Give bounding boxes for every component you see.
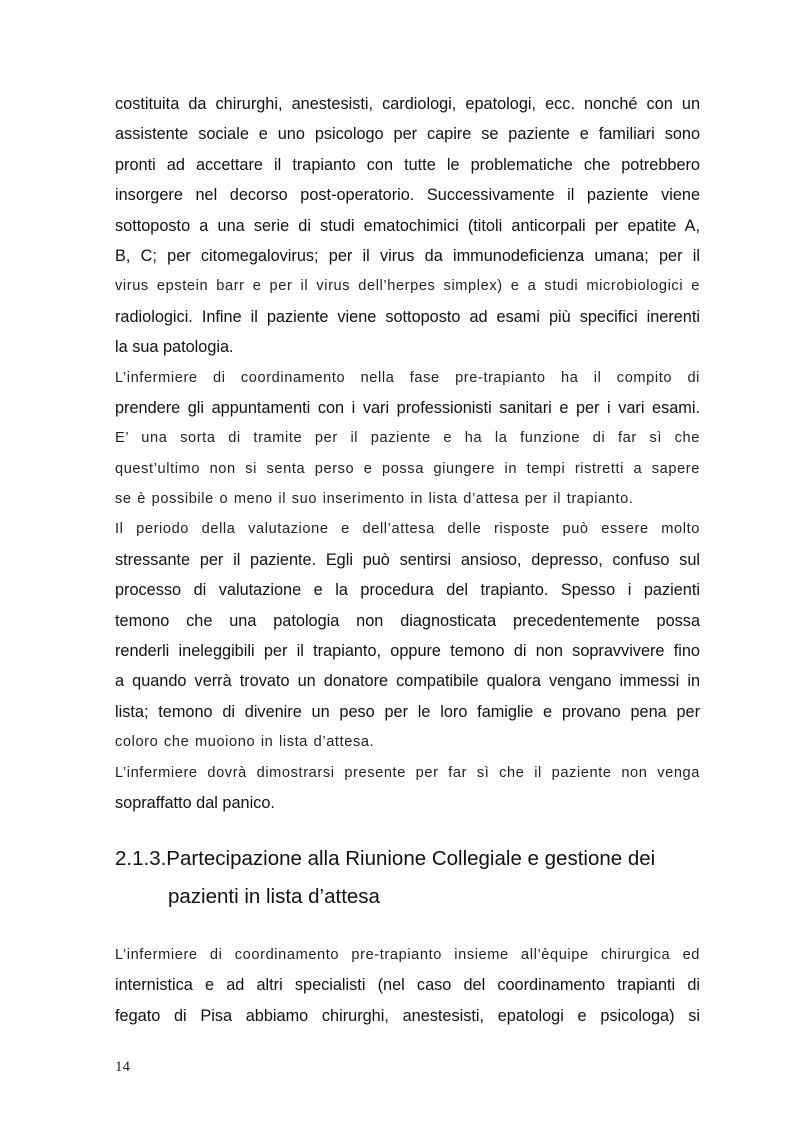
body-text-line: costituita da chirurghi, anestesisti, cardiologi, epatologi, ecc. nonché con un bbox=[115, 95, 700, 113]
body-text-line: Il periodo della valutazione e dell’attesa delle risposte può essere molto bbox=[115, 521, 700, 538]
body-text bbox=[115, 89, 700, 818]
body-text-line: lista; temono di divenire un peso per le loro famiglie e provano pena per bbox=[115, 702, 700, 721]
body-text-line: virus epstein barr e per il virus dell’herpes simplex) e a studi microbiologici e bbox=[115, 278, 700, 295]
body-text-line: E’ una sorta di tramite per il paziente e ha la funzione di far sì che bbox=[115, 430, 700, 447]
body-text-line: B, C; per citomegalovirus; per il virus da immunodeficienza umana; per il bbox=[115, 246, 700, 265]
body-text-line: renderli ineleggibili per il trapianto, oppure temono di non sopravvivere fino bbox=[115, 642, 700, 661]
section-text-line: internistica e ad altri specialisti (nel caso del coordinamento trapianti di bbox=[115, 976, 700, 995]
body-text-line: L’infermiere di coordinamento nella fase pre-trapianto ha il compito di bbox=[115, 369, 700, 386]
section-heading-line-1: 2.1.3.Partecipazione alla Riunione Collegiale e gestione dei bbox=[115, 847, 656, 870]
body-text-line: pronti ad accettare il trapianto con tutte le problematiche che potrebbero bbox=[115, 155, 700, 174]
body-text-line: insorgere nel decorso post-operatorio. Successivamente il paziente viene bbox=[115, 186, 700, 205]
body-text-line: se è possibile o meno il suo inserimento in lista d’attesa per il trapianto. bbox=[115, 491, 634, 508]
body-text-line: quest’ultimo non si senta perso e possa giungere in tempi ristretti a sapere bbox=[115, 460, 700, 477]
section-text-line: L’infermiere di coordinamento pre-trapianto insieme all’èquipe chirurgica ed bbox=[115, 947, 700, 963]
body-text-line: sottoposto a una serie di studi ematochimici (titoli anticorpali per epatite A, bbox=[115, 216, 700, 235]
body-text-line: la sua patologia. bbox=[115, 338, 234, 357]
body-text-line: a quando verrà trovato un donatore compatibile qualora vengano immessi in bbox=[115, 672, 700, 691]
section-text-line: fegato di Pisa abbiamo chirurghi, anestesisti, epatologi e psicologa) si bbox=[115, 1006, 700, 1025]
body-text-line: temono che una patologia non diagnosticata precedentemente possa bbox=[115, 611, 700, 630]
body-text-line: prendere gli appuntamenti con i vari professionisti sanitari e per i vari esami. bbox=[115, 398, 700, 417]
body-text-line: sopraffatto dal panico. bbox=[115, 793, 275, 812]
section-heading-line-2: pazienti in lista d’attesa bbox=[168, 885, 380, 908]
body-text-line: assistente sociale e uno psicologo per capire se paziente e familiari sono bbox=[115, 125, 700, 144]
body-text-line: stressante per il paziente. Egli può sentirsi ansioso, depresso, confuso sul bbox=[115, 550, 700, 569]
section-body-text bbox=[115, 940, 700, 1031]
body-text-line: processo di valutazione e la procedura del trapianto. Spesso i pazienti bbox=[115, 581, 700, 600]
body-text-line: L’infermiere dovrà dimostrarsi presente per far sì che il paziente non venga bbox=[115, 764, 700, 781]
page-number: 14 bbox=[115, 1059, 130, 1075]
section-heading bbox=[115, 842, 715, 914]
body-text-line: coloro che muoiono in lista d’attesa. bbox=[115, 734, 375, 751]
body-text-line: radiologici. Infine il paziente viene sottoposto ad esami più specifici inerenti bbox=[115, 307, 700, 326]
